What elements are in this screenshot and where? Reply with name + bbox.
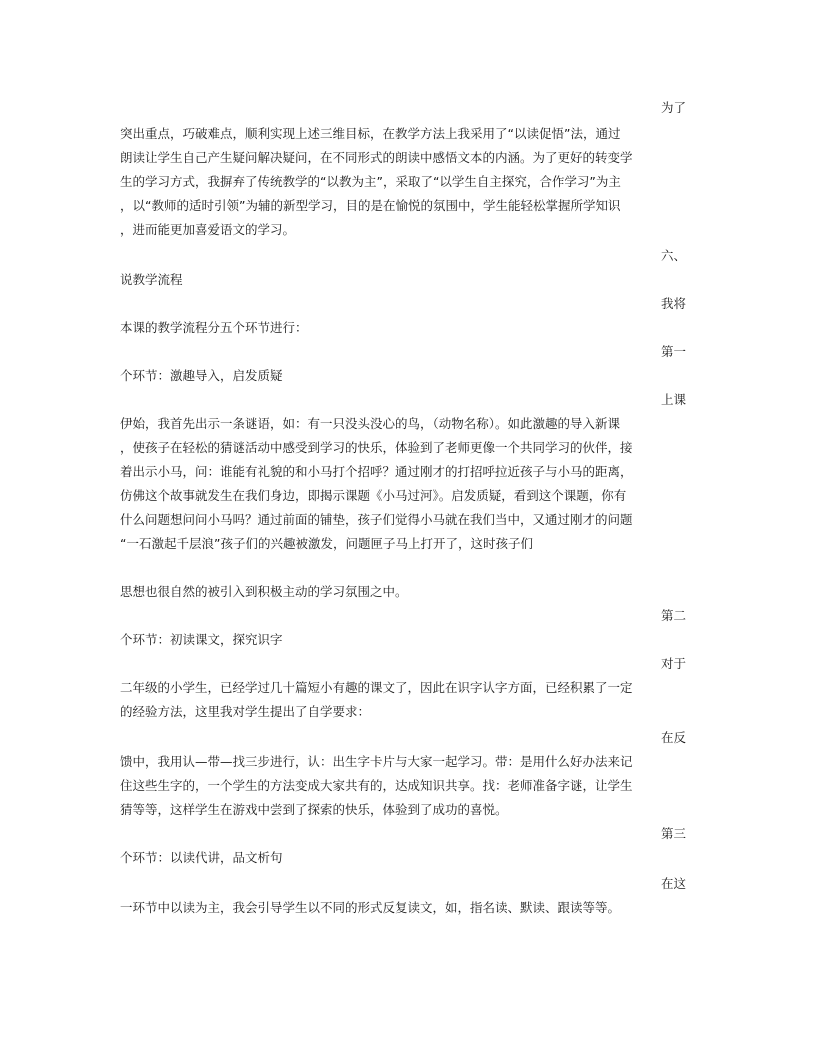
text-line: 住这些生字的，一个学生的方法变成大家共有的，达成知识共享。找：老师准备字谜，让学生 xyxy=(120,778,633,793)
text-line: 突出重点，巧破难点，顺利实现上述三维目标，在教学方法上我采用了“以读促悟”法，通过 xyxy=(120,126,621,141)
text-line: 猜等等，这样学生在游戏中尝到了探索的快乐，体验到了成功的喜悦。 xyxy=(120,802,508,817)
text-line: 的经验方法，这里我对学生提出了自学要求： xyxy=(120,704,371,719)
text-line: ，进而能更加喜爱语文的学习。 xyxy=(120,222,296,237)
text-line: 二年级的小学生，已经学过几十篇短小有趣的课文了，因此在识字认字方面，已经积累了一定 xyxy=(120,680,633,695)
text-line: 本课的教学流程分五个环节进行： xyxy=(120,320,308,335)
section-heading: 说教学流程 xyxy=(120,272,183,287)
text-line: 为了 xyxy=(660,100,686,115)
text-line: 一环节中以读为主，我会引导学生以不同的形式反复读文，如，指名读、默读、跟读等等。 xyxy=(120,900,621,915)
section-number: 六、 xyxy=(660,248,686,263)
text-line: 我将 xyxy=(660,296,686,311)
text-line: 什么问题想问问小马吗？通过前面的铺垫，孩子们觉得小马就在我们当中，又通过刚才的问题 xyxy=(120,512,633,527)
step-heading: 个环节：以读代讲，品文析句 xyxy=(120,850,283,865)
text-line: 思想也很自然的被引入到积极主动的学习氛围之中。 xyxy=(120,584,408,599)
text-line: 生的学习方式，我摒弃了传统教学的“以教为主”，采取了“以学生自主探究，合作学习”为主 xyxy=(120,174,621,189)
text-line: 第二 xyxy=(660,608,686,623)
text-line: “一石激起千层浪”孩子们的兴趣被激发，问题匣子马上打开了，这时孩子们 xyxy=(120,536,533,551)
step-heading: 个环节：激趣导入，启发质疑 xyxy=(120,368,283,383)
text-line: 伊始，我首先出示一条谜语，如：有一只没头没心的鸟，（动物名称）。如此激趣的导入新课 xyxy=(120,416,621,431)
text-line: 第一 xyxy=(660,344,686,359)
text-line: 在这 xyxy=(660,876,686,891)
text-line: 在反 xyxy=(660,730,686,745)
text-line: 对于 xyxy=(660,656,686,671)
text-line: 朗读让学生自己产生疑问解决疑问，在不同形式的朗读中感悟文本的内涵。为了更好的转变学 xyxy=(120,150,633,165)
text-line: 仿佛这个故事就发生在我们身边，即揭示课题《小马过河》。启发质疑，看到这个课题，你有 xyxy=(120,488,627,503)
step-heading: 个环节：初读课文，探究识字 xyxy=(120,632,283,647)
text-line: 第三 xyxy=(660,826,686,841)
text-line: 上课 xyxy=(660,392,686,407)
text-line: 馈中，我用认—带—找三步进行，认：出生字卡片与大家一起学习。带：是用什么好办法来记 xyxy=(120,754,633,769)
text-line: 着出示小马，问：谁能有礼貌的和小马打个招呼？通过刚才的打招呼拉近孩子与小马的距离， xyxy=(120,464,633,479)
text-line: ，以“教师的适时引领”为辅的新型学习，目的是在愉悦的氛围中，学生能轻松掌握所学知识 xyxy=(120,198,621,213)
text-line: ，使孩子在轻松的猜谜活动中感受到学习的快乐，体验到了老师更像一个共同学习的伙伴，接 xyxy=(120,440,633,455)
